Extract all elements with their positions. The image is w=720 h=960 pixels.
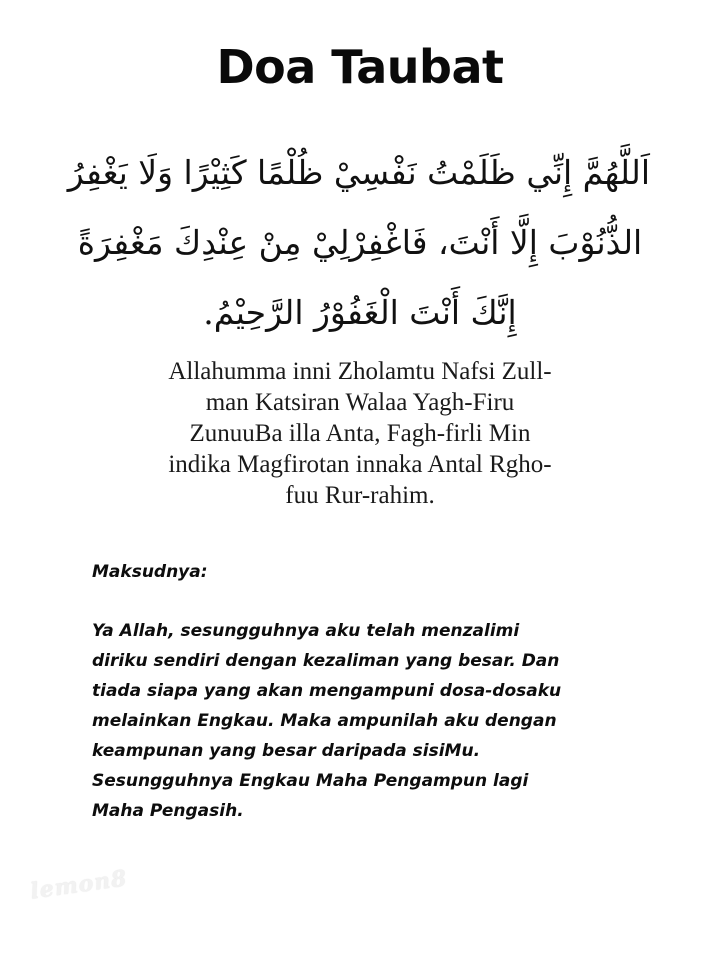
meaning-line: Ya Allah, sesungguhnya aku telah menzalimi	[92, 621, 520, 641]
meaning-line: diriku sendiri dengan kezaliman yang besar. Dan	[92, 651, 560, 671]
arabic-prayer-text	[67, 138, 650, 348]
transliteration-line: man Katsiran Walaa Yagh-Firu	[205, 389, 515, 416]
transliteration-line: fuu Rur-rahim.	[285, 482, 435, 509]
meaning-line: Maha Pengasih.	[92, 801, 244, 821]
transliteration-line: indika Magfirotan innaka Antal Rgho-	[168, 451, 552, 478]
lemon8-watermark: lemon8	[28, 865, 129, 905]
meaning-text	[92, 616, 652, 826]
arabic-line: الذُّنُوْبَ إِلَّا أَنْتَ، فَاغْفِرْلِيْ مِنْ عِنْدِكَ مَغْفِرَةً	[77, 223, 643, 262]
transliteration-line: Allahumma inni Zholamtu Nafsi Zull-	[168, 358, 552, 385]
arabic-line: اَللَّهُمَّ إِنِّي ظَلَمْتُ نَفْسِيْ ظُلْمًا كَثِيْرًا وَلَا يَغْفِرُ	[67, 153, 650, 192]
transliteration-line: ZunuuBa illa Anta, Fagh-firli Min	[189, 420, 531, 447]
transliteration-text	[120, 356, 600, 511]
arabic-line: إِنَّكَ أَنْتَ الْغَفُوْرُ الرَّحِيْمُ.	[203, 293, 517, 332]
page-title: Doa Taubat	[216, 40, 504, 94]
meaning-line: melainkan Engkau. Maka ampunilah aku dengan	[92, 711, 557, 731]
meaning-label: Maksudnya:	[92, 562, 208, 582]
meaning-line: tiada siapa yang akan mengampuni dosa-dosaku	[92, 681, 562, 701]
meaning-line: keampunan yang besar daripada sisiMu.	[92, 741, 481, 761]
meaning-line: Sesungguhnya Engkau Maha Pengampun lagi	[92, 771, 529, 791]
